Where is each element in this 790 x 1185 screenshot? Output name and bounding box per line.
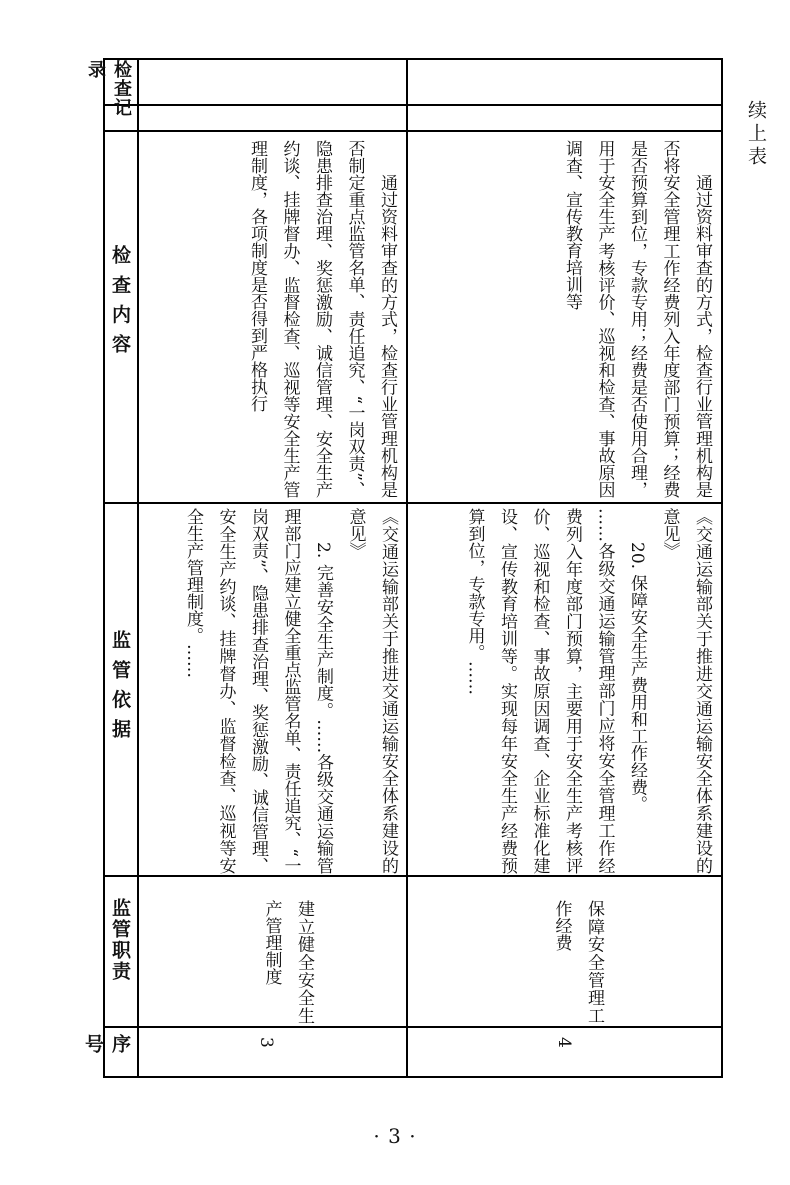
duty-column-divider	[137, 58, 139, 1078]
row-3-duty: 建立健全安全生产管理制度	[261, 900, 314, 1024]
row-4-basis-source: 《交通运输部关于推进交通运输安全体系建设的意见》	[659, 508, 712, 874]
row-divider	[406, 58, 408, 1078]
header-index: 序号	[82, 1034, 131, 1055]
row-3-content	[145, 140, 403, 498]
column-divider-basis	[103, 502, 723, 504]
row-4-index: 4	[554, 1037, 574, 1048]
row-4-basis	[416, 508, 718, 874]
row-4-duty: 保障安全管理工作经费	[551, 900, 604, 1024]
row-4-record	[410, 62, 718, 128]
page-number: · 3 ·	[373, 1124, 417, 1148]
column-divider-index	[103, 1026, 723, 1028]
column-divider-content	[103, 130, 723, 132]
row-3-content-text: 通过资料审查的方式，检查行业管理机构是否制定重点监管名单、责任追究、“一岗双责”、隐患排查治理、奖惩激励、诚信管理、安全生产约谈、挂牌督办、监督检查、巡视等安全生产管理制度，各项制度是否得到严格执行	[247, 140, 397, 498]
row-3-index: 3	[256, 1037, 276, 1048]
row-4-content	[428, 140, 718, 498]
row-3-record	[140, 62, 404, 128]
header-basis: 监 管 依 据	[109, 630, 131, 740]
continued-table-label: 续上表	[745, 100, 767, 169]
row-3-basis-source: 《交通运输部关于推进交通运输安全体系建设的意见》	[345, 508, 398, 874]
row-3-basis	[140, 508, 404, 874]
header-record: 检查记录	[85, 60, 132, 117]
row-4-basis-subtitle: 20. 保障安全生产费用和工作经费。	[627, 542, 647, 813]
row-4-basis-text: ……各级交通运输管理部门应将安全管理工作经费列入年度部门预算，主要用于安全生产考核评价、巡视和检查、事故原因调查、企业标准化建设、宣传教育培训等。实现每年安全生产经费预算到位，专款专用。……	[464, 508, 615, 874]
row-4-content-text: 通过资料审查的方式，检查行业管理机构是否将安全管理工作经费列入年度部门预算；经费是否预算到位，专款专用；经费是否使用合理，用于安全生产考核评价、巡视和检查、事故原因调查、宣传教育培训等	[562, 140, 712, 498]
header-duty: 监管职责	[109, 898, 131, 982]
column-divider-duty	[103, 875, 723, 877]
row-3-basis-text: 2. 完善安全生产制度。……各级交通运输管理部门应建立健全重点监管名单、责任追究、“一岗双责”、隐患排查治理、奖惩激励、诚信管理、安全生产约谈、挂牌督办、监督检查、巡视等安全生产管理制度。……	[183, 508, 333, 874]
header-content: 检 查 内 容	[109, 245, 131, 355]
